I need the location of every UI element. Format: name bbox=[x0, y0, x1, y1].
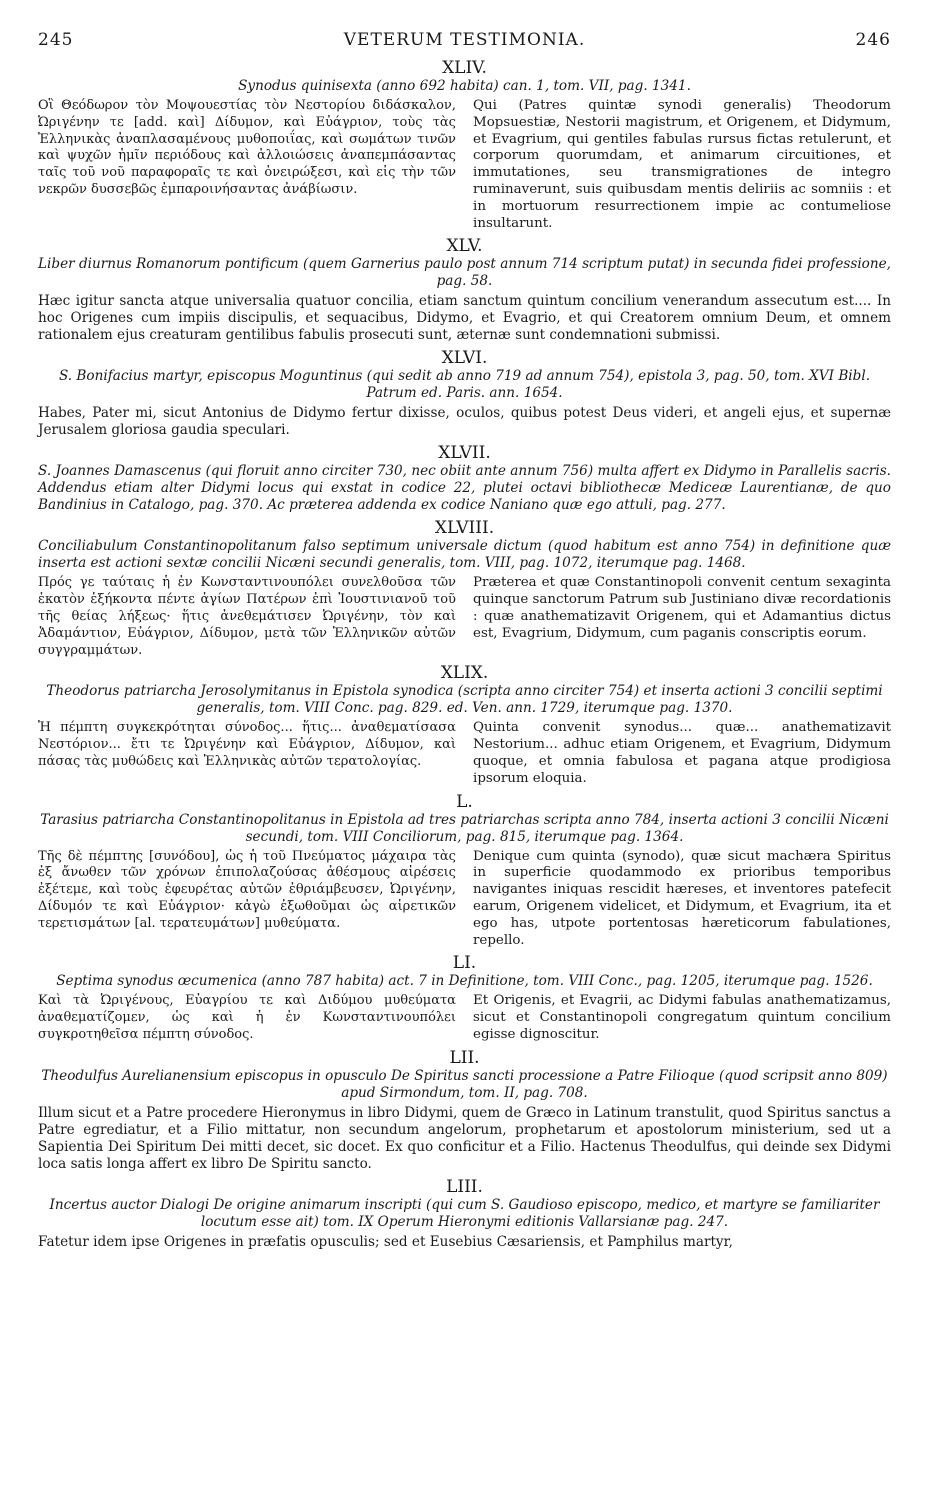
section-number: XLIX. bbox=[440, 663, 489, 684]
section-lii bbox=[38, 1048, 891, 1173]
greek-text: Ἡ πέμπτη συγκεκρότηται σύνοδος... ἥτις... ἀναθεματίσασα Νεστόριον... ἔτι τε Ὠριγένην καὶ Εὐάγριον, Δίδυμον, καὶ πάσας τὰς μυθώδεις καὶ Ἑλληνικὰς αὐτῶν τερατολογίας. bbox=[38, 720, 456, 769]
page-number-left: 245 bbox=[38, 30, 74, 50]
greek-text: Τῆς δὲ πέμπτης [συνόδου], ὡς ἡ τοῦ Πνεύματος μάχαιρα τὰς ἐξ ἄνωθεν τῶν χρόνων ἐπιπολαζούσας ἀθέσμους αἱρέσεις ἐξέτεμε, καὶ τοὺς ἐφευρέτας αὐτῶν ἐθριάμβευσεν, Ὠριγένην, Δίδυμόν τε καὶ Εὐάγριον· κἀγὼ ἐξωθοῦμαι ὡς αἱρετικῶν τερετισμάτων [al. τερατευμάτων] μυθεύματα. bbox=[38, 848, 456, 931]
parallel-columns bbox=[38, 720, 891, 787]
page-number-right: 246 bbox=[855, 30, 891, 50]
section-heading: S. Joannes Damascenus (qui floruit anno circiter 730, nec obiit ante annum 756) multa affert ex Didymo in Parallelis sacris. Addendus etiam alter Didymi locus qui exstat in codice 22, plutei octavi bibliothecæ Mediceæ Laurentianæ, de quo Bandinius in Catalogo, pag. 370. Ac præterea addenda ex codice Naniano quæ ego attuli, pag. 277. bbox=[38, 463, 891, 514]
parallel-columns bbox=[38, 575, 891, 659]
greek-text: Οἳ Θεόδωρον τὸν Μοψουεστίας τὸν Νεστορίου διδάσκαλον, Ὠριγένην τε [add. καὶ] Δίδυμον, καὶ Εὐάγριον, τοὺς τὰς Ἑλληνικὰς ἀναπλασαμένους μυθοποιΐας, καὶ σωμάτων τινῶν καὶ ψυχῶν ἡμῖν περιόδους καὶ ἀλλοιώσεις ἀναπεμπάσαντας ταῖς τοῦ νοῦ παραφοραῖς τε καὶ ὀνειρώξεσι, καὶ εἰς τὴν τῶν νεκρῶν δυσσεβῶς ἐμπαροινήσαντας ἀνάβίωσιν. bbox=[38, 98, 456, 197]
section-xlviii bbox=[38, 518, 891, 659]
section-heading: Septima synodus œcumenica (anno 787 habita) act. 7 in Definitione, tom. VIII Conc., pag. 1205, iterumque pag. 1526. bbox=[56, 973, 873, 990]
section-l bbox=[38, 792, 891, 950]
section-xlvi bbox=[38, 348, 891, 439]
section-heading: Theodulfus Aurelianensium episcopus in opusculo De Spiritus sancti processione a Patre Filioque (quod scripsit anno 809) apud Sirmondum, tom. II, pag. 708. bbox=[41, 1067, 888, 1101]
latin-text: Præterea et quæ Constantinopoli convenit centum sexaginta quinque sanctorum Patrum sub Justiniano divæ recordationis : quæ anathematizavit Origenem, qui et Adamantius dictus est, Evagrium, Didymum, cum paganis conscriptis eorum. bbox=[473, 575, 891, 641]
section-number: LIII. bbox=[446, 1176, 483, 1197]
section-number: LII. bbox=[449, 1047, 480, 1068]
latin-text: Qui (Patres quintæ synodi generalis) Theodorum Mopsuestiæ, Nestorii magistrum, et Origenem, et Didymum, et Evagrium, qui gentiles fabulas rursus fictas retulerunt, et corporum quorumdam, et animarum circuitiones, et immutationes, seu transmigrationes de integro ruminaverunt, suis quibusdam mentis deliriis ac somniis : et in mortuorum resurrectionem impie ac contumeliose insultarunt. bbox=[473, 98, 891, 231]
section-xliv bbox=[38, 58, 891, 232]
section-number: XLVII. bbox=[438, 443, 491, 464]
greek-text: Καὶ τὰ Ὠριγένους, Εὐαγρίου τε καὶ Διδύμου μυθεύματα ἀναθεματίζομεν, ὡς καὶ ἡ ἐν Κωνσταντινουπόλει συγκροτηθεῖσα πέμπτη σύνοδος. bbox=[38, 993, 456, 1042]
section-number: L. bbox=[456, 791, 473, 812]
section-number: LI. bbox=[452, 953, 477, 974]
section-number: XLV. bbox=[446, 236, 483, 257]
latin-text: Et Origenis, et Evagrii, ac Didymi fabulas anathematizamus, sicut et Constantinopoli congregatum quintum concilium egisse dignoscitur. bbox=[473, 993, 891, 1042]
latin-text: Habes, Pater mi, sicut Antonius de Didymo fertur dixisse, oculos, quibus potest Deus videri, et angeli ejus, et supernæ Jerusalem gloriosa gaudia speculari. bbox=[38, 405, 891, 439]
section-number: XLIV. bbox=[442, 58, 487, 78]
latin-text: Quinta convenit synodus... quæ... anathematizavit Nestorium... adhuc etiam Origenem, et Evagrium, Didymum quoque, et omnia fabulosa et pagana atque prodigiosa ipsorum eloquia. bbox=[473, 720, 891, 786]
greek-text: Πρός γε ταύταις ἡ ἐν Κωνσταντινουπόλει συνελθοῦσα τῶν ἑκατὸν ἑξήκοντα πέντε ἁγίων Πατέρων ἐπὶ Ἰουστινιανοῦ τοῦ τῆς θείας λήξεως· ἥτις ἀνεθεμάτισεν Ὠριγένην, τὸν καὶ Ἀδαμάντιον, Εὐάγριον, Δίδυμον, μετὰ τῶν Ἑλληνικῶν αὐτῶν συγγραμμάτων. bbox=[38, 575, 456, 658]
parallel-columns bbox=[38, 993, 891, 1043]
section-xlv bbox=[38, 236, 891, 344]
latin-text: Fatetur idem ipse Origenes in præfatis opusculis; sed et Eusebius Cæsariensis, et Pamphilus martyr, bbox=[38, 1233, 733, 1250]
parallel-columns bbox=[38, 849, 891, 950]
section-liii bbox=[38, 1177, 891, 1251]
section-li bbox=[38, 953, 891, 1043]
latin-text: Hæc igitur sancta atque universalia quatuor concilia, etiam sanctum quintum concilium venerandum assecutum est.... In hoc Origenes cum impiis discipulis, et sequacibus, Didymo, et Evagrio, et qui Creatorem omnium Deum, et omnem rationalem ejus creaturam gentilibus fabulis prosecuti sunt, æternæ sunt condemnationi submissi. bbox=[38, 293, 891, 344]
section-heading: Incertus auctor Dialogi De origine animarum inscripti (qui cum S. Gaudioso episcopo, medico, et martyre se familiariter locutum esse ait) tom. IX Operum Hieronymi editionis Vallarsianæ pag. 247. bbox=[49, 1196, 880, 1230]
parallel-columns bbox=[38, 98, 891, 232]
running-head bbox=[38, 30, 891, 50]
section-xlvii bbox=[38, 443, 891, 514]
section-number: XLVI. bbox=[441, 348, 488, 369]
section-heading: Liber diurnus Romanorum pontificum (quem Garnerius paulo post annum 714 scriptum putat) in secunda fidei professione, pag. 58. bbox=[38, 256, 891, 290]
section-heading: Conciliabulum Constantinopolitanum falso septimum universale dictum (quod habitum est anno 754) in definitione quæ inserta est actioni sextæ concilii Nicæni secundi generalis, tom. VIII, pag. 1072, iterumque pag. 1468. bbox=[38, 538, 891, 572]
section-heading: Theodorus patriarcha Jerosolymitanus in Epistola synodica (scripta anno circiter 754) et inserta actioni 3 concilii septimi generalis, tom. VIII Conc. pag. 829. ed. Ven. ann. 1729, iterumque pag. 1370. bbox=[46, 683, 883, 717]
section-heading: S. Bonifacius martyr, episcopus Moguntinus (qui sedit ab anno 719 ad annum 754), epistola 3, pag. 50, tom. XVI Bibl. Patrum ed. Paris. ann. 1654. bbox=[58, 368, 871, 402]
section-number: XLVIII. bbox=[434, 518, 495, 539]
running-title: VETERUM TESTIMONIA. bbox=[343, 30, 586, 50]
latin-text: Illum sicut et a Patre procedere Hieronymus in libro Didymi, quem de Græco in Latinum transtulit, quod Spiritus sanctus a Patre egrediatur, et a Filio mittatur, non secundum angelorum, prophetarum et apostolorum ministerium, sed ut a Sapientia Dei Spiritum Dei mitti decet, sic docet. Ex quo conficitur et a Filio. Hactenus Theodulfus, qui deinde sex Didymi loca satis longa affert ex libro De Spiritu sancto. bbox=[38, 1104, 891, 1172]
section-xlix bbox=[38, 663, 891, 787]
latin-text: Denique cum quinta (synodo), quæ sicut machæra Spiritus in superficie quodammodo ex prioribus temporibus navigantes iniquas rescidit hæreses, et inventores patefecit earum, Origenem videlicet, et Didymum, et Evagrium, ita et ego has, utpote portentosas hæreticorum fabulationes, repello. bbox=[473, 848, 891, 948]
section-heading: Tarasius patriarcha Constantinopolitanus in Epistola ad tres patriarchas scripta anno 784, inserta actioni 3 concilii Nicæni secundi, tom. VIII Conciliorum, pag. 815, iterumque pag. 1364. bbox=[40, 811, 889, 845]
section-heading: Synodus quinisexta (anno 692 habita) can. 1, tom. VII, pag. 1341. bbox=[238, 78, 691, 94]
